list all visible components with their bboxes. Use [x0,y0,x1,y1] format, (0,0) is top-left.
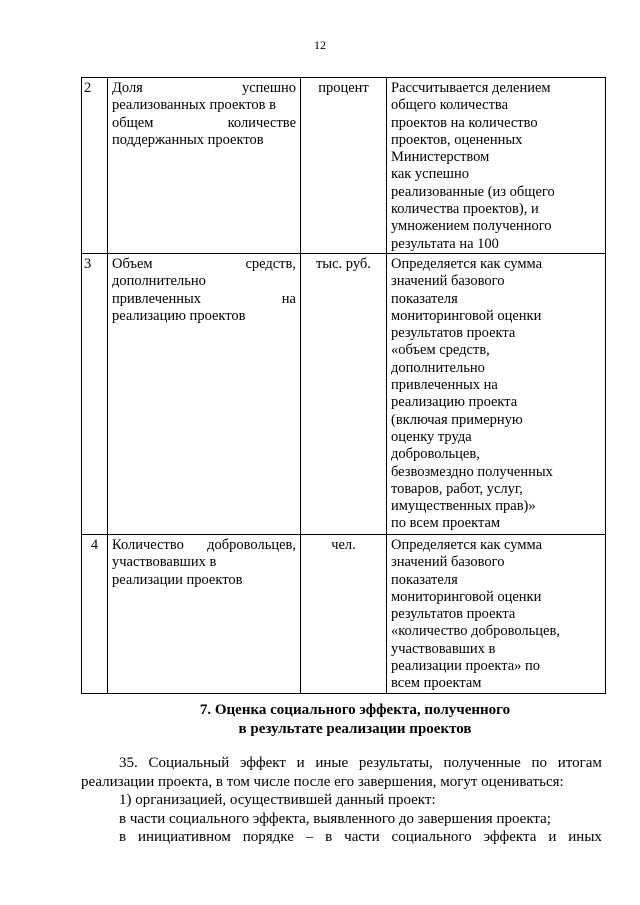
calculation-method-line: Определяется как сумма [391,255,543,272]
calculation-method-line: добровольцев, [391,446,480,463]
unit-of-measure: чел. [301,534,387,693]
unit-of-measure: тыс. руб. [301,253,387,534]
indicator-name-line: привлеченных на [112,290,296,307]
calculation-method-line: значений базового [391,554,505,571]
calculation-method-line: Определяется как сумма [391,536,543,553]
calculation-method-line: имущественных прав)» [391,498,536,515]
calculation-method-line: «объем средств, [391,342,490,359]
calculation-method-line: Рассчитывается делением [391,80,551,96]
calculation-method-line: безвозмездно полученных [391,463,553,480]
indicator-name [108,534,301,693]
calculation-method-line: умножением полученного [391,218,552,235]
calculation-method-line: как успешно [391,166,469,183]
indicator-name-line: реализованных проектов в [112,97,276,114]
calculation-method-line: показателя [391,290,458,307]
calculation-method-line: (включая примерную [391,411,523,428]
calculation-method-line: реализацию проекта [391,394,518,411]
table-row [82,534,606,693]
indicator-name-line: реализацию проектов [112,307,246,324]
calculation-method-line: дополнительно [391,359,485,376]
calculation-method-line: значений базового [391,273,505,290]
paragraph-line: 1) организацией, осуществившей данный проект: [119,792,436,808]
calculation-method-line: мониторинговой оценки [391,588,542,605]
indicator-name-line: участвовавших в [112,554,217,571]
paragraph-line: в части социального эффекта, выявленного до завершения проекта; [119,810,551,827]
indicators-table [81,77,606,694]
calculation-method-line: «количество добровольцев, [391,623,560,640]
section-title-line: в результате реализации проектов [238,720,472,737]
paragraph-line: в инициативном порядке – в части социального эффекта и иных [119,829,602,845]
row-number: 3 [82,253,108,534]
indicator-name [108,253,301,534]
calculation-method-line: оценку труда [391,428,472,445]
paragraph-line: реализации проекта, в том числе после его завершения, могут оцениваться: [81,773,564,790]
indicator-name-line: Объем средств, [112,255,296,272]
row-number: 2 [82,78,108,254]
calculation-method-line: участвовавших в [391,640,496,657]
calculation-method-line: мониторинговой оценки [391,307,542,324]
indicator-name-line: общем количестве [112,114,296,131]
section-heading [0,701,640,738]
calculation-method [387,534,606,693]
calculation-method-line: всем проектам [391,675,482,692]
calculation-method [387,253,606,534]
section-title-line: 7. Оценка социального эффекта, полученного [199,702,511,718]
section-paragraph [81,754,602,847]
calculation-method-line: товаров, работ, услуг, [391,480,523,497]
indicator-name-line: Количество добровольцев, [112,536,296,553]
calculation-method-line: привлеченных на [391,377,498,394]
indicator-name-line: дополнительно [112,273,206,290]
paragraph-line: 35. Социальный эффект и иные результаты, полученные по итогам [119,755,602,771]
calculation-method-line: результатов проекта [391,325,516,342]
table-row [82,78,606,254]
calculation-method-line: количества проектов), и [391,201,539,218]
calculation-method-line: по всем проектам [391,515,501,532]
calculation-method-line: проектов на количество [391,114,538,131]
indicator-name-line: Доля успешно [112,80,296,96]
calculation-method-line: показателя [391,571,458,588]
indicator-name-line: реализации проектов [112,571,243,588]
row-number: 4 [82,534,108,693]
indicator-name-line: поддержанных проектов [112,131,264,148]
indicator-name [108,78,301,254]
calculation-method-line: результата на 100 [391,235,499,252]
calculation-method [387,78,606,254]
calculation-method-line: проектов, оцененных [391,131,523,148]
page-number: 12 [314,38,326,52]
unit-of-measure: процент [301,78,387,254]
calculation-method-line: Министерством [391,149,490,166]
calculation-method-line: результатов проекта [391,606,516,623]
calculation-method-line: общего количества [391,97,509,114]
table-row [82,253,606,534]
calculation-method-line: реализации проекта» по [391,658,541,675]
calculation-method-line: реализованные (из общего [391,183,555,200]
